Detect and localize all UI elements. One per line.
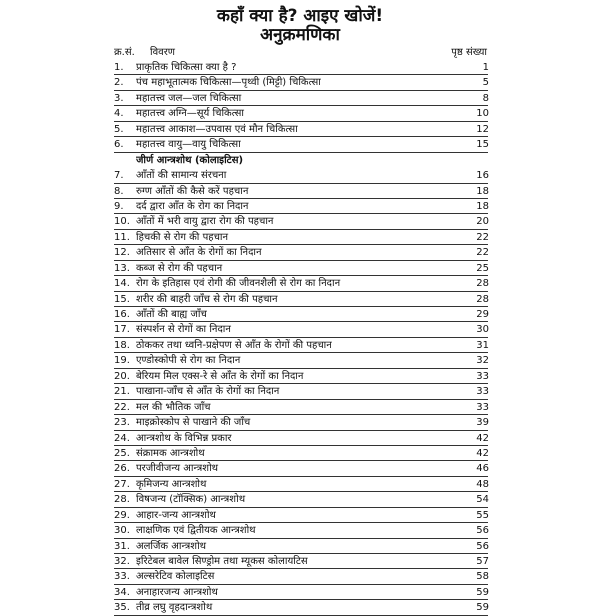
toc-row [114,75,488,90]
toc-row-number: 9. [114,200,124,212]
toc-row [114,276,488,291]
toc-row-title: महातत्त्व अग्नि—सूर्य चिकित्सा [136,108,244,120]
toc-row-page-number: 32 [476,355,489,367]
toc-row-number: 1. [114,62,124,73]
toc-row-page-number: 56 [476,525,489,537]
toc-row-page-number: 46 [476,463,489,475]
toc-row [114,477,488,492]
toc-row-page-number: 18 [476,200,489,212]
toc-row [114,91,488,106]
toc-row [114,415,488,430]
toc-row-page-number: 39 [476,417,489,429]
toc-row-page-number: 54 [476,494,489,506]
toc-row [114,245,488,260]
toc-row-title: आँतों में भरी वायु द्वारा रोग की पहचान [136,216,274,228]
toc-row-page-number: 22 [476,247,489,259]
page-heading: कहाँ क्या है? आइए खोजें! [216,6,384,26]
toc-row [114,322,488,337]
toc-row [114,184,488,199]
toc-row-number: 17. [114,324,130,336]
toc-row-page-number: 58 [476,571,489,583]
toc-row-number: 30. [114,525,130,537]
toc-row [114,338,488,353]
toc-row-number: 27. [114,478,130,490]
toc-row-page-number: 30 [476,324,489,336]
toc-row [114,554,488,569]
toc-row-page-number: 28 [476,293,489,305]
toc-row-title: रोग के इतिहास एवं रोगी की जीवनशैली से रोग का निदान [136,278,341,290]
toc-row-number: 6. [114,139,124,151]
toc-row-title: दर्द द्वारा आँत के रोग का निदान [136,200,249,212]
toc-row-title: प्राकृतिक चिकित्सा क्या है ? [136,62,237,73]
toc-row [114,292,488,307]
toc-row [114,492,488,507]
toc-row-number: 8. [114,185,124,197]
toc-row [114,230,488,245]
toc-row-title: अलर्जिक आन्त्रशोथ [136,540,207,552]
toc-row [114,569,488,584]
toc-row-title: आहार-जन्य आन्त्रशोथ [136,509,216,521]
toc-row-title: आँतों की बाह्य जाँच [136,309,207,320]
toc-row [114,106,488,121]
toc-row-title: महातत्त्व वायु—वायु चिकित्सा [136,139,241,151]
toc-row-page-number: 18 [476,185,489,197]
page-column-header: पृष्ठ संख्या [451,47,487,58]
toc-row-title: अल्सरेटिव कोलाइटिस [136,571,215,583]
toc-row-title: संक्रामक आन्त्रशोथ [136,447,205,459]
toc-row [114,446,488,461]
toc-row-number: 31. [114,540,130,552]
toc-row-number: 34. [114,586,130,598]
toc-row-number: 5. [114,123,124,135]
toc-row-title: रुग्ण आँतों की कैसे करें पहचान [136,185,249,197]
toc-row-page-number: 10 [476,108,489,120]
toc-row-number: 3. [114,92,124,104]
toc-row-title: विषजन्य (टॉक्सिक) आन्त्रशोथ [136,494,246,506]
toc-row-number: 19. [114,355,130,367]
toc-row-title: इरिटेबल बावेल सिण्ड्रोम तथा म्यूकस कोलायटिस [136,556,308,567]
toc-row [114,353,488,368]
toc-row-page-number: 29 [476,309,489,320]
toc-row-number: 35. [114,602,130,614]
toc-row-page-number: 33 [476,370,489,382]
table-of-contents [114,60,488,616]
toc-row-page-number: 5 [482,77,489,89]
toc-row-number: 7. [114,170,124,182]
toc-row-title: हिचकी से रोग की पहचान [136,231,229,243]
toc-row-title: महातत्त्व आकाश—उपवास एवं मौन चिकित्सा [136,123,298,135]
toc-row-title: कृमिजन्य आन्त्रशोथ [136,478,207,490]
toc-row-page-number: 28 [476,278,489,290]
toc-row-title: मल की भौतिक जाँच [136,401,211,413]
toc-row-title: आँतों की सामान्य संरचना [136,170,227,182]
toc-row [114,523,488,538]
toc-row-number: 10. [114,216,130,228]
toc-row-number: 11. [114,231,130,243]
toc-row-title: महातत्त्व जल—जल चिकित्सा [136,92,242,104]
toc-row-number: 22. [114,401,130,413]
toc-row-number: 29. [114,509,130,521]
toc-row-title: संस्पर्शन से रोगों का निदान [136,324,231,336]
toc-row-number: 25. [114,447,130,459]
toc-row-page-number: 12 [476,123,489,135]
toc-row-title: ठोककर तथा ध्वनि-प्रक्षेपण से आँत के रोगों की पहचान [136,339,332,351]
toc-row-title: माइक्रोस्कोप से पाखाने की जाँच [136,417,251,429]
toc-row [114,508,488,523]
toc-row-page-number: 31 [476,339,489,351]
toc-row-number: 14. [114,278,130,290]
toc-row-page-number: 33 [476,401,489,413]
toc-row [114,369,488,384]
toc-row-page-number: 59 [476,602,489,614]
toc-row [114,60,488,75]
toc-row-page-number: 25 [476,262,489,274]
toc-row [114,214,488,229]
toc-row-title: परजीवीजन्य आन्त्रशोथ [136,463,219,475]
toc-row-page-number: 48 [476,478,489,490]
toc-row [114,539,488,554]
toc-row-number: 23. [114,417,130,429]
toc-row-title: अनाहारजन्य आन्त्रशोथ [136,586,218,598]
toc-row [114,431,488,446]
toc-row [114,168,488,183]
toc-row [114,307,488,322]
toc-row-number: 18. [114,339,130,351]
toc-row-page-number: 56 [476,540,489,552]
toc-row-title: एण्डोस्कोपी से रोग का निदान [136,355,241,367]
toc-row-title: अतिसार से आँत के रोगों का निदान [136,247,262,259]
toc-row-number: 13. [114,262,130,274]
toc-row-page-number: 16 [476,170,489,182]
toc-row-title: बेरियम मिल एक्स-रे से आँत के रोगों का निदान [136,370,304,382]
toc-row [114,199,488,214]
toc-row-page-number: 15 [476,139,489,151]
toc-row [114,384,488,399]
toc-row [114,461,488,476]
toc-row [114,261,488,276]
toc-row-page-number: 33 [476,386,489,398]
toc-row [114,600,488,615]
toc-row-number: 2. [114,77,124,89]
toc-row [114,122,488,137]
serial-column-header: क्र.सं. [114,47,135,58]
toc-row-number: 32. [114,556,130,567]
toc-row-page-number: 20 [476,216,489,228]
toc-row-title: शरीर की बाहरी जाँच से रोग की पहचान [136,293,278,305]
toc-row-page-number: 59 [476,586,489,598]
toc-row-title: पाखाना-जाँच से आँत के रोगों का निदान [136,386,280,398]
toc-row-number: 24. [114,432,130,444]
toc-row [114,137,488,152]
toc-row-page-number: 42 [476,447,489,459]
toc-row-page-number: 22 [476,231,489,243]
page-subheading: अनुक्रमणिका [260,25,340,45]
toc-row-title: आन्त्रशोथ के विभिन्न प्रकार [136,432,232,444]
toc-row-number: 20. [114,370,130,382]
toc-row-number: 15. [114,293,130,305]
toc-row-page-number: 1 [482,62,489,73]
toc-row-title: तीव्र लघु वृहदान्त्रशोथ [136,602,213,614]
toc-row-number: 28. [114,494,130,506]
section-title: जीर्ण आन्त्रशोथ (कोलाइटिस) [136,154,244,166]
toc-row-number: 33. [114,571,130,583]
toc-row-number: 12. [114,247,130,259]
toc-row-number: 4. [114,108,124,120]
toc-row-title: पंच महाभूतात्मक चिकित्सा—पृथ्वी (मिट्टी) चिकित्सा [136,77,321,89]
toc-row-page-number: 8 [482,92,489,104]
section-heading-row [114,153,488,168]
toc-row-number: 21. [114,386,130,398]
toc-row [114,400,488,415]
toc-row-number: 26. [114,463,130,475]
toc-row-title: कब्ज से रोग की पहचान [136,262,223,274]
description-column-header: विवरण [150,47,176,58]
toc-row [114,585,488,600]
toc-row-title: लाक्षणिक एवं द्वितीयक आन्त्रशोथ [136,525,256,537]
toc-row-number: 16. [114,309,130,320]
toc-row-page-number: 55 [476,509,489,521]
toc-row-page-number: 57 [476,556,489,567]
toc-row-page-number: 42 [476,432,489,444]
